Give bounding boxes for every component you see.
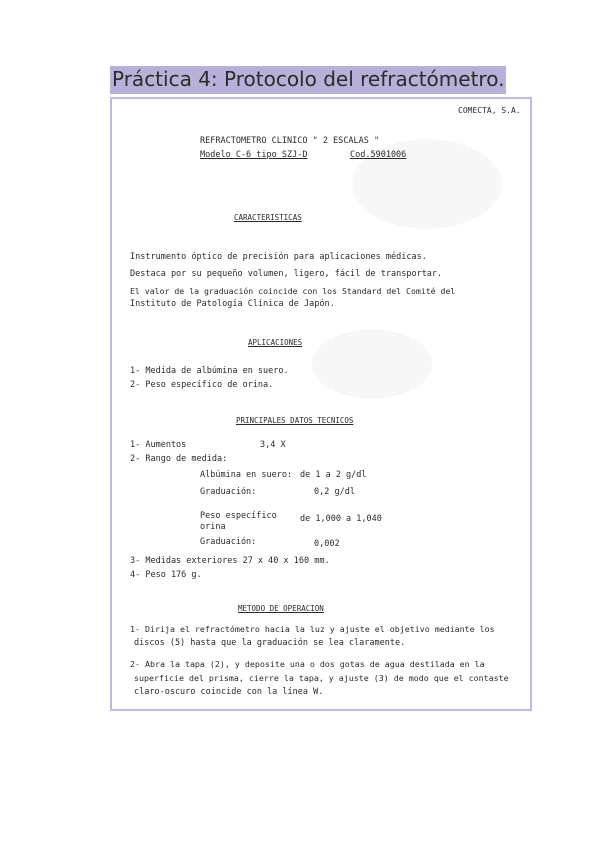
albumina-value: de 1 a 2 g/dl (300, 470, 367, 480)
dato-aumentos-value: 3,4 X (260, 440, 286, 450)
carac-line: Instituto de Patología Clínica de Japón. (130, 299, 335, 309)
section-metodo-operacion: METODO DE OPERACION (238, 604, 324, 613)
peso-especifico-value: de 1,000 a 1,040 (300, 514, 382, 524)
carac-line: Destaca por su pequeño volumen, ligero, fácil de transportar. (130, 269, 443, 279)
metodo-line: superficie del prisma, cierre la tapa, y ajuste (3) de modo que el contaste (134, 673, 509, 683)
scanned-document (112, 99, 530, 709)
doc-model: Modelo C-6 tipo SZJ-D (200, 150, 308, 160)
metodo-line: discos (5) hasta que la graduación se lea claramente. (134, 638, 406, 648)
graduacion-label: Graduación: (200, 487, 257, 497)
apl-line: 2- Peso específico de orina. (130, 380, 274, 390)
dato-aumentos-label: 1- Aumentos (130, 440, 187, 450)
scanned-document-frame (110, 97, 532, 711)
doc-title: REFRACTOMETRO CLINICO " 2 ESCALAS " (200, 136, 380, 146)
company-name: COMECTA, S.A. (458, 106, 521, 115)
albumina-label: Albúmina en suero: (200, 470, 293, 480)
dato-rango-label: 2- Rango de medida: (130, 454, 228, 464)
page-title: Práctica 4: Protocolo del refractómetro. (110, 66, 506, 94)
dato-peso: 4- Peso 176 g. (130, 570, 202, 580)
metodo-line: 1- Dirija el refractómetro hacia la luz y ajuste el objetivo mediante los (130, 624, 495, 634)
peso-especifico-label-2: orina (200, 522, 226, 532)
graduacion-2-label: Graduación: (200, 537, 257, 547)
apl-line: 1- Medida de albúmina en suero. (130, 366, 289, 376)
peso-especifico-label: Peso específico (200, 511, 277, 521)
carac-line: Instrumento óptico de precisión para aplicaciones médicas. (130, 252, 427, 262)
scan-smudge (312, 329, 432, 399)
graduacion-value: 0,2 g/dl (314, 487, 355, 497)
graduacion-2-value: 0,002 (314, 539, 340, 549)
dato-medidas: 3- Medidas exteriores 27 x 40 x 160 mm. (130, 556, 330, 566)
carac-line: El valor de la graduación coincide con los Standard del Comité del (130, 286, 456, 296)
section-caracteristicas: CARACTERISTICAS (234, 213, 302, 222)
metodo-line: claro-oscuro coincide con la línea W. (134, 687, 324, 697)
doc-code: Cod.5901006 (350, 150, 407, 160)
metodo-line: 2- Abra la tapa (2), y deposite una o dos gotas de agua destilada en la (130, 659, 485, 669)
section-datos-tecnicos: PRINCIPALES DATOS TECNICOS (236, 416, 354, 425)
section-aplicaciones: APLICACIONES (248, 338, 303, 347)
